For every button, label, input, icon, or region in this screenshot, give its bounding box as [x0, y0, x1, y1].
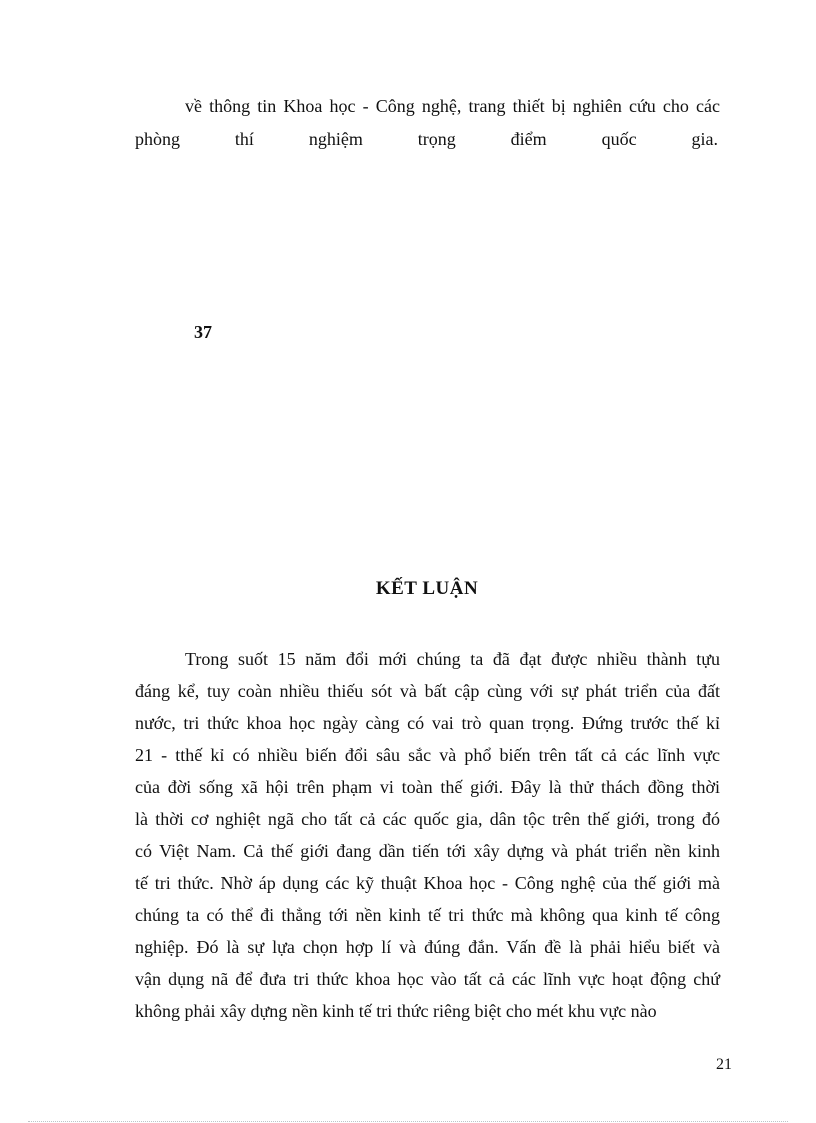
- marker-number: 37: [194, 322, 212, 342]
- top-paragraph-line-2: phòng thí nghiệm trọng điểm quốc gia.: [135, 129, 718, 149]
- conclusion-line-2: đáng kể, tuy coàn nhiều thiếu sót và bất cập cùng với sự phát triển của đất: [135, 681, 720, 701]
- section-heading: KẾT LUẬN: [375, 578, 479, 599]
- conclusion-line-10: nghiệp. Đó là sự lựa chọn hợp lí và đúng đắn. Vấn đề là phải hiểu biết và: [135, 937, 720, 957]
- conclusion-line-4: 21 - tthế kỉ có nhiều biến đổi sâu sắc và phổ biến trên tất cả các lĩnh vực: [135, 745, 720, 765]
- conclusion-line-9: chúng ta có thể đi thẳng tới nền kinh tế tri thức mà không qua kinh tế công: [135, 905, 720, 925]
- conclusion-line-8: tế tri thức. Nhờ áp dụng các kỹ thuật Khoa học - Công nghệ của thế giới mà: [135, 873, 720, 893]
- conclusion-line-11: vận dụng nã để đưa tri thức khoa học vào tất cả các lĩnh vực hoạt động chứ: [135, 969, 720, 989]
- conclusion-line-1: Trong suốt 15 năm đổi mới chúng ta đã đạt được nhiều thành tựu: [185, 649, 720, 669]
- page-boundary-divider: [28, 1121, 788, 1122]
- conclusion-line-6: là thời cơ nghiệt ngã cho tất cả các quốc gia, dân tộc trên thế giới, trong đó: [135, 809, 720, 829]
- conclusion-line-5: của đời sống xã hội trên phạm vi toàn thế giới. Đây là thử thách đồng thời: [135, 777, 720, 797]
- page-number: 21: [716, 1056, 732, 1073]
- top-paragraph-line-1: về thông tin Khoa học - Công nghệ, trang thiết bị nghiên cứu cho các: [185, 96, 720, 116]
- conclusion-line-12: không phải xây dựng nền kinh tế tri thức riêng biệt cho mét khu vực nào: [135, 1001, 657, 1021]
- conclusion-line-3: nước, tri thức khoa học ngày càng có vai trò quan trọng. Đứng trước thế kỉ: [135, 713, 720, 733]
- conclusion-line-7: có Việt Nam. Cả thế giới đang dần tiến tới xây dựng và phát triển nền kinh: [135, 841, 720, 861]
